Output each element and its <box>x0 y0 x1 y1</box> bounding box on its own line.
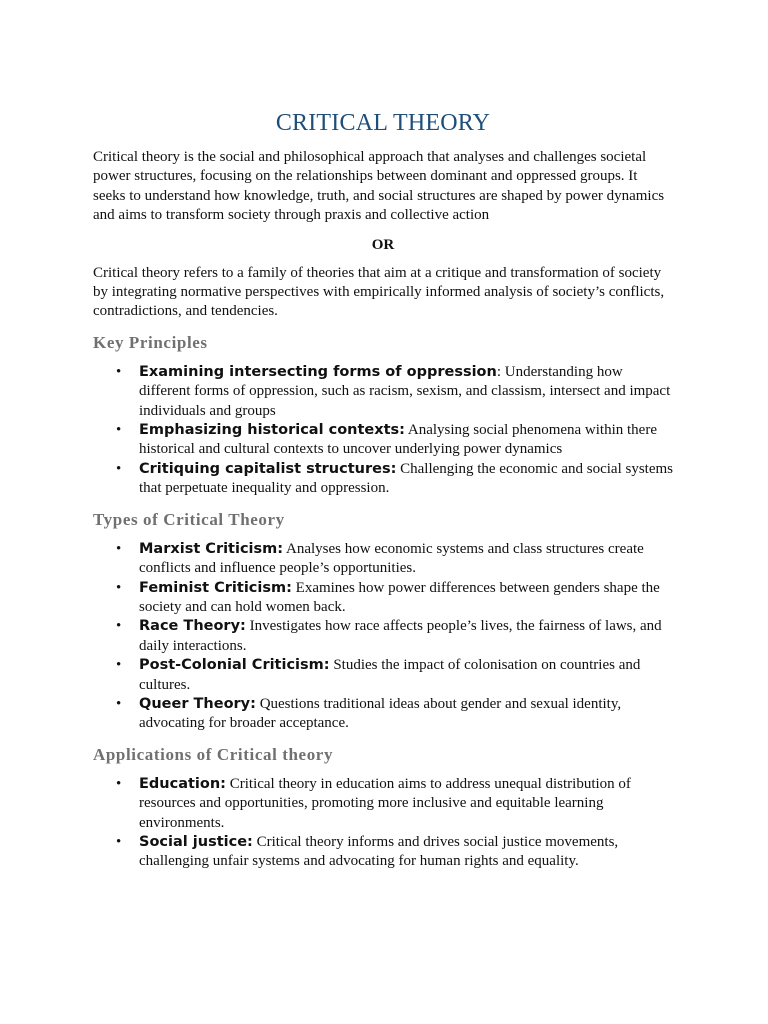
list-item <box>93 540 673 579</box>
list-item <box>93 775 673 833</box>
or-separator: OR <box>371 236 395 253</box>
types-heading: Types of Critical Theory <box>93 509 285 529</box>
list-item <box>93 656 673 695</box>
item-term: Critiquing capitalist structures: <box>139 460 397 477</box>
document-page <box>93 104 673 872</box>
item-term: Race Theory: <box>139 618 246 635</box>
intro-paragraph-2: Critical theory refers to a family of theories that aim at a critique and transformation of society by integrating normative perspectives with empirically informed analysis of society’s conflicts, contradictions, and tendencies. <box>93 264 665 320</box>
item-term: Queer Theory: <box>139 695 256 712</box>
bullet-icon: • <box>116 775 122 792</box>
item-text: Studies the impact of colonisation on countries and cultures. <box>139 657 641 693</box>
bullet-icon: • <box>116 618 122 635</box>
key-principles-list <box>93 363 673 499</box>
list-item <box>93 579 673 618</box>
item-term: Social justice: <box>139 833 253 850</box>
bullet-icon: • <box>116 460 122 477</box>
item-term: Examining intersecting forms of oppression <box>139 363 497 380</box>
key-principles-heading: Key Principles <box>93 332 208 352</box>
bullet-icon: • <box>116 657 122 674</box>
bullet-icon: • <box>116 363 122 380</box>
types-list <box>93 540 673 734</box>
item-text: Challenging the economic and social systems that perpetuate inequality and oppression. <box>139 460 673 497</box>
item-term: Education: <box>139 775 226 792</box>
list-item <box>93 460 673 499</box>
item-text: Critical theory in education aims to address unequal distribution of resources and opportunities, promoting more inclusive and equitable learning environments. <box>139 775 631 831</box>
list-item <box>93 363 673 421</box>
item-text: Analysing social phenomena within there historical and cultural contexts to uncover underlying power dynamics <box>139 422 657 458</box>
applications-list <box>93 775 673 872</box>
bullet-icon: • <box>116 695 122 712</box>
item-term: Post-Colonial Criticism: <box>139 657 330 674</box>
item-text: Examines how power differences between genders shape the society and can hold women back. <box>139 579 660 615</box>
list-item <box>93 421 673 460</box>
bullet-icon: • <box>116 540 122 557</box>
item-term: Feminist Criticism: <box>139 579 292 596</box>
item-text: Analyses how economic systems and class structures create conflicts and influence people’s opportunities. <box>139 540 644 577</box>
bullet-icon: • <box>116 579 122 596</box>
bullet-icon: • <box>116 422 122 439</box>
item-term: Emphasizing historical contexts: <box>139 422 405 439</box>
item-term: Marxist Criticism: <box>139 540 284 557</box>
item-text: : Understanding how different forms of oppression, such as racism, sexism, and classism, intersect and impact individuals and groups <box>139 363 671 419</box>
list-item <box>93 617 673 656</box>
applications-heading: Applications of Critical theory <box>93 744 334 764</box>
bullet-icon: • <box>116 833 122 850</box>
document-title: CRITICAL THEORY <box>275 110 491 136</box>
item-text: Investigates how race affects people’s lives, the fairness of laws, and daily interactions. <box>139 618 662 654</box>
list-item <box>93 695 673 734</box>
item-text: Questions traditional ideas about gender and sexual identity, advocating for broader acceptance. <box>139 695 622 732</box>
item-text: Critical theory informs and drives social justice movements, challenging unfair systems and advocating for human rights and equality. <box>139 833 619 870</box>
intro-paragraph-1: Critical theory is the social and philosophical approach that analyses and challenges societal power structures, focusing on the relationships between dominant and oppressed groups. It seeks to understand how knowledge, truth, and social structures are shaped by power dynamics and aims to transform society through praxis and collective action <box>93 149 665 224</box>
list-item <box>93 833 673 872</box>
